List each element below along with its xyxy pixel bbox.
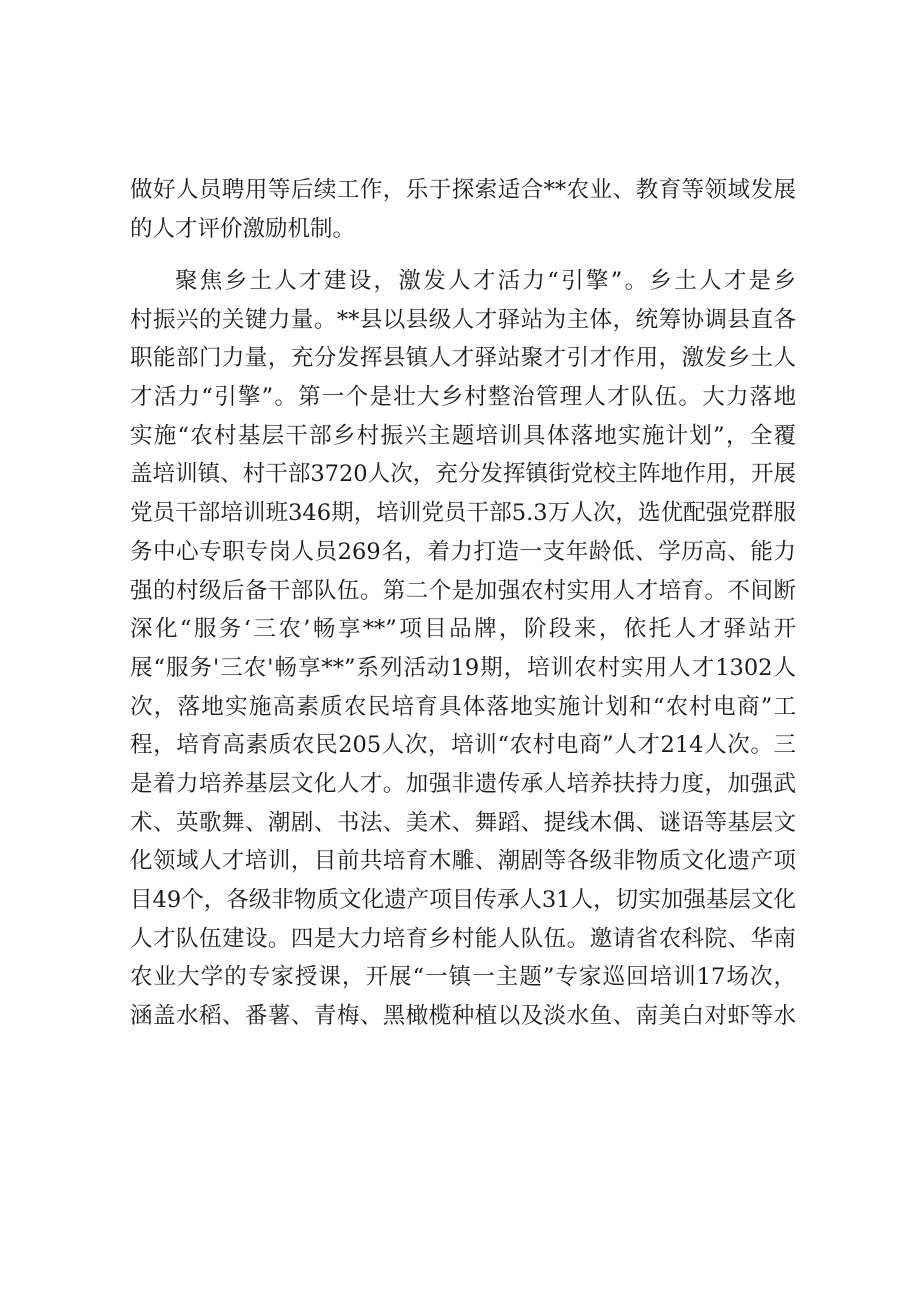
text-line: 党员干部培训班346期，培训党员干部5.3万人次，选优配强党群服 xyxy=(130,500,796,527)
text-line: 是着力培养基层文化人才。加强非遗传承人培养扶持力度，加强武 xyxy=(130,770,796,797)
text-line: 农业大学的专家授课，开展“一镇一主题”专家巡回培训17场次， xyxy=(130,964,796,991)
text-line: 职能部门力量，充分发挥县镇人才驿站聚才引才作用，激发乡土人 xyxy=(130,345,796,372)
text-line: 涵盖水稻、番薯、青梅、黑橄榄种植以及淡水鱼、南美白对虾等水 xyxy=(130,1003,796,1030)
text-line: 术、英歌舞、潮剧、书法、美术、舞蹈、提线木偶、谜语等基层文 xyxy=(130,809,796,836)
text-line: 深化“服务‘三农’畅享**”项目品牌，阶段来，依托人才驿站开 xyxy=(130,616,796,643)
paragraph-1 xyxy=(130,171,796,248)
text-line: 务中心专职专岗人员269名，着力打造一支年龄低、学历高、能力 xyxy=(130,538,796,565)
text-line: 强的村级后备干部队伍。第二个是加强农村实用人才培育。不间断 xyxy=(130,577,796,604)
paragraph-2 xyxy=(130,262,796,1036)
text-line: 人才队伍建设。四是大力培育乡村能人队伍。邀请省农科院、华南 xyxy=(130,925,796,952)
text-line: 程，培育高素质农民205人次，培训“农村电商”人才214人次。三 xyxy=(130,732,796,759)
text-line: 盖培训镇、村干部3720人次，充分发挥镇街党校主阵地作用，开展 xyxy=(130,461,796,488)
text-line: 聚焦乡土人才建设，激发人才活力“引擎”。乡土人才是乡 xyxy=(175,268,796,294)
text-line: 的人才评价激励机制。 xyxy=(130,215,356,242)
text-line: 实施“农村基层干部乡村振兴主题培训具体落地实施计划”，全覆 xyxy=(130,422,796,449)
text-line: 才活力“引擎”。第一个是壮大乡村整治管理人才队伍。大力落地 xyxy=(130,384,796,411)
text-line: 展“服务'三农'畅享**”系列活动19期，培训农村实用人才1302人 xyxy=(130,654,796,681)
text-line: 次，落地实施高素质农民培育具体落地实施计划和“农村电商”工 xyxy=(130,693,796,720)
text-line: 村振兴的关键力量。**县以县级人才驿站为主体，统筹协调县直各 xyxy=(130,306,796,333)
text-line: 目49个，各级非物质文化遗产项目传承人31人，切实加强基层文化 xyxy=(130,887,796,913)
text-line: 做好人员聘用等后续工作，乐于探索适合**农业、教育等领域发展 xyxy=(130,177,796,203)
text-line: 化领域人才培训，目前共培育木雕、潮剧等各级非物质文化遗产项 xyxy=(130,848,796,875)
